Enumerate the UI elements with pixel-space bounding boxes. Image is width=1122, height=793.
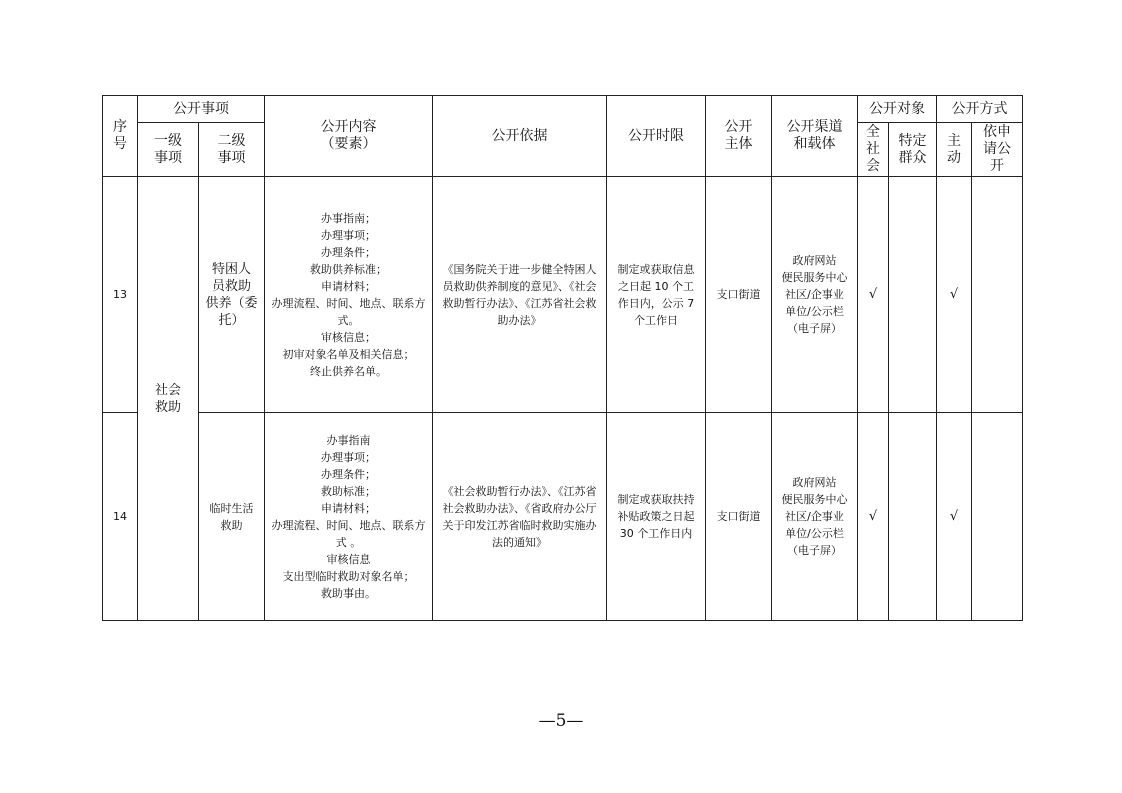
row-on-request-check — [972, 413, 1023, 621]
row-level1: 社会 救助 — [138, 177, 199, 621]
row-active-check: √ — [937, 413, 972, 621]
row-content: 办事指南 办理事项； 办理条件； 救助标准； 申请材料； 办理流程、时间、地点、联系方式 。 审核信息 支出型临时救助对象名单； 救助事由。 — [265, 413, 433, 621]
header-public-item: 公开事项 — [138, 96, 265, 123]
header-specific-group: 特定 群众 — [889, 123, 937, 177]
row-channel: 政府网站 便民服务中心 社区/企事业 单位/公示栏 （电子屏） — [772, 413, 858, 621]
row-basis: 《国务院关于进一步健全特困人员救助供养制度的意见》、《社会救助暂行办法》、《江苏省社会救助办法》 — [433, 177, 607, 413]
row-basis: 《社会救助暂行办法》、《江苏省社会救助办法》、《省政府办公厅关于印发江苏省临时救助实施办法的通知》 — [433, 413, 607, 621]
header-seq: 序 号 — [103, 96, 138, 177]
header-basis: 公开依据 — [433, 96, 607, 177]
row-subject: 支口街道 — [706, 413, 772, 621]
row-whole-society-check: √ — [858, 413, 889, 621]
row-subject: 支口街道 — [706, 177, 772, 413]
header-content: 公开内容 （要素） — [265, 96, 433, 177]
disclosure-table — [102, 95, 1023, 621]
header-whole-society: 全 社 会 — [858, 123, 889, 177]
row-whole-society-check: √ — [858, 177, 889, 413]
header-channel: 公开渠道 和载体 — [772, 96, 858, 177]
row-time-limit: 制定或获取扶持补贴政策之日起 30 个工作日内 — [607, 413, 706, 621]
header-public-object: 公开对象 — [858, 96, 937, 123]
table-row — [103, 177, 1023, 413]
header-level2: 二级 事项 — [199, 123, 265, 177]
header-subject: 公开 主体 — [706, 96, 772, 177]
row-seq: 14 — [103, 413, 138, 621]
row-level2: 特困人 员救助 供养（委 托） — [199, 177, 265, 413]
row-content: 办事指南； 办理事项； 办理条件； 救助供养标准； 申请材料； 办理流程、时间、地点、联系方式。 审核信息； 初审对象名单及相关信息； 终止供养名单。 — [265, 177, 433, 413]
row-active-check: √ — [937, 177, 972, 413]
row-channel: 政府网站 便民服务中心 社区/企事业 单位/公示栏 （电子屏） — [772, 177, 858, 413]
header-active: 主 动 — [937, 123, 972, 177]
row-on-request-check — [972, 177, 1023, 413]
page-number: —5— — [538, 711, 584, 731]
row-specific-group-check — [889, 413, 937, 621]
row-level2: 临时生活 救助 — [199, 413, 265, 621]
header-on-request: 依申 请公 开 — [972, 123, 1023, 177]
header-public-method: 公开方式 — [937, 96, 1023, 123]
table-row — [103, 413, 1023, 621]
header-time-limit: 公开时限 — [607, 96, 706, 177]
row-seq: 13 — [103, 177, 138, 413]
row-specific-group-check — [889, 177, 937, 413]
header-level1: 一级 事项 — [138, 123, 199, 177]
row-time-limit: 制定或获取信息之日起 10 个工作日内，公示 7 个工作日 — [607, 177, 706, 413]
